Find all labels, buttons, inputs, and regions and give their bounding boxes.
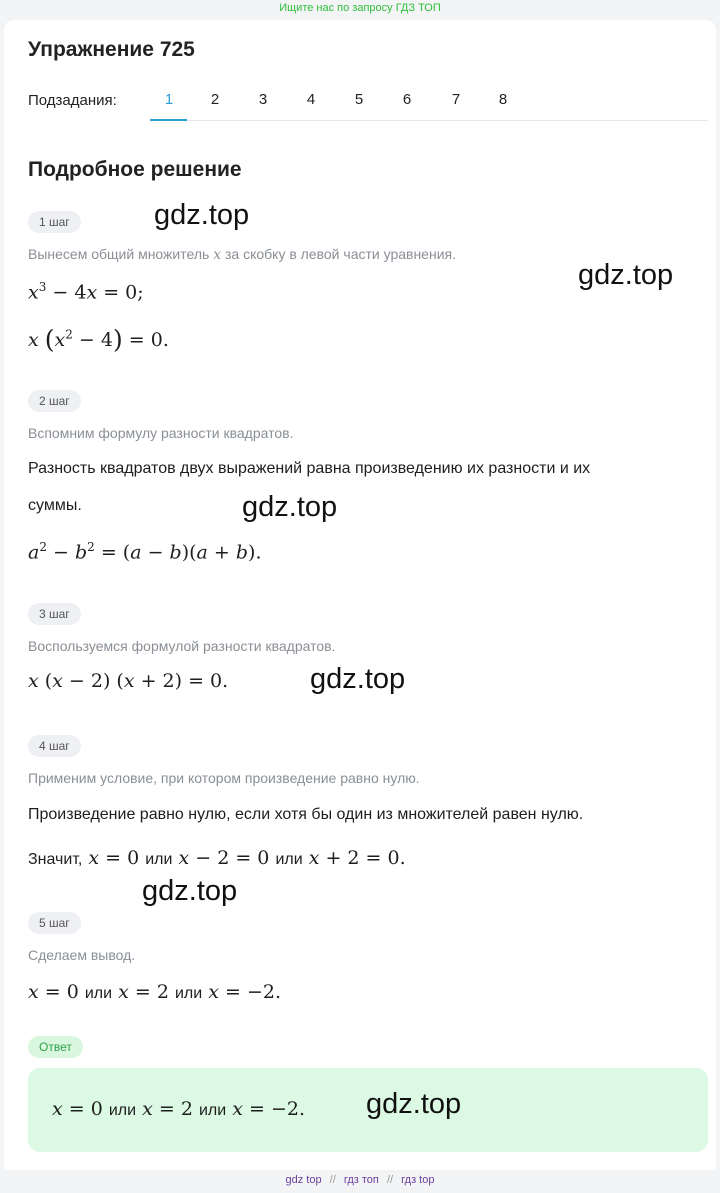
step-2-formula: $a^2 - b^2 = (a - b)(a + b)$. [28,540,262,564]
watermark: gdz.top [310,663,406,695]
watermark: gdz.top [142,875,238,907]
subtasks-nav [28,92,708,122]
step-4-text: Произведение равно нулю, если хотя бы один из множителей равен нулю. [28,806,584,823]
active-tab-indicator [150,119,187,121]
step-2-text-line-1: Разность квадратов двух выражений равна произведению их разности и их [28,460,591,477]
step-4-hint: Применим условие, при котором произведение равно нулю. [28,770,420,786]
or-label: или [84,985,113,1002]
watermark: gdz.top [154,199,250,231]
tab-subtask-6[interactable]: 6 [402,91,412,108]
tab-subtask-7[interactable]: 7 [451,91,461,108]
solution-heading: Подробное решение [28,158,242,181]
step-badge-5: 5 шаг [28,912,81,934]
step-1-formula-2: x $(x^2 - 4) = 0$. [28,325,169,354]
watermark: gdz.top [578,259,674,291]
tab-subtask-2[interactable]: 2 [210,91,220,108]
subtasks-label: Подзадания: [28,92,117,109]
step-3-hint: Воспользуемся формулой разности квадратов. [28,638,336,654]
or-label: или [108,1102,137,1119]
step-1-hint-before: Вынесем общий множитель [28,246,210,262]
answer-formula: x = 0 или x = 2 или x = −2. [52,1098,306,1120]
or-label: или [275,851,303,868]
step-3-formula: x (x − 2) (x + 2) = 0. [28,670,229,692]
or-label: или [145,851,173,868]
step-4-formula: Значит, x = 0 или x − 2 = 0 или x + 2 = 0. [28,847,406,869]
footer-link-1[interactable]: gdz top [285,1174,322,1186]
therefore-label: Значит, [28,851,83,868]
page-title: Упражнение 725 [28,38,195,61]
tab-subtask-1[interactable]: 1 [164,91,174,108]
step-badge-2: 2 шаг [28,390,81,412]
step-badge-4: 4 шаг [28,735,81,757]
tab-subtask-8[interactable]: 8 [498,91,508,108]
step-1-hint-after: за скобку в левой части уравнения. [224,246,456,262]
tab-subtask-4[interactable]: 4 [306,91,316,108]
footer-link-3[interactable]: гдз top [401,1174,435,1186]
footer-separator: // [386,1174,394,1186]
step-5-formula: x = 0 или x = 2 или x = −2. [28,981,282,1003]
watermark: gdz.top [366,1088,462,1120]
step-2-hint: Вспомним формулу разности квадратов. [28,425,294,441]
step-1-hint-var: x [213,247,222,263]
step-badge-3: 3 шаг [28,603,81,625]
footer-link-2[interactable]: гдз топ [343,1174,379,1186]
tab-subtask-5[interactable]: 5 [354,91,364,108]
tab-subtask-3[interactable]: 3 [258,91,268,108]
step-5-hint: Сделаем вывод. [28,947,136,963]
search-hint-banner: Ищите нас по запросу ГДЗ ТОП [279,2,441,14]
footer-links [0,1174,720,1186]
or-label: или [174,985,203,1002]
step-2-text-line-2: суммы. [28,497,82,514]
footer-separator: // [329,1174,336,1186]
or-label: или [198,1102,227,1119]
tabs-divider [150,120,708,121]
step-badge-1: 1 шаг [28,211,81,233]
step-1-formula-1: $x^3 - 4x = 0$; [28,280,144,304]
watermark: gdz.top [242,491,338,523]
step-1-hint [28,246,456,263]
answer-badge: Ответ [28,1036,83,1058]
